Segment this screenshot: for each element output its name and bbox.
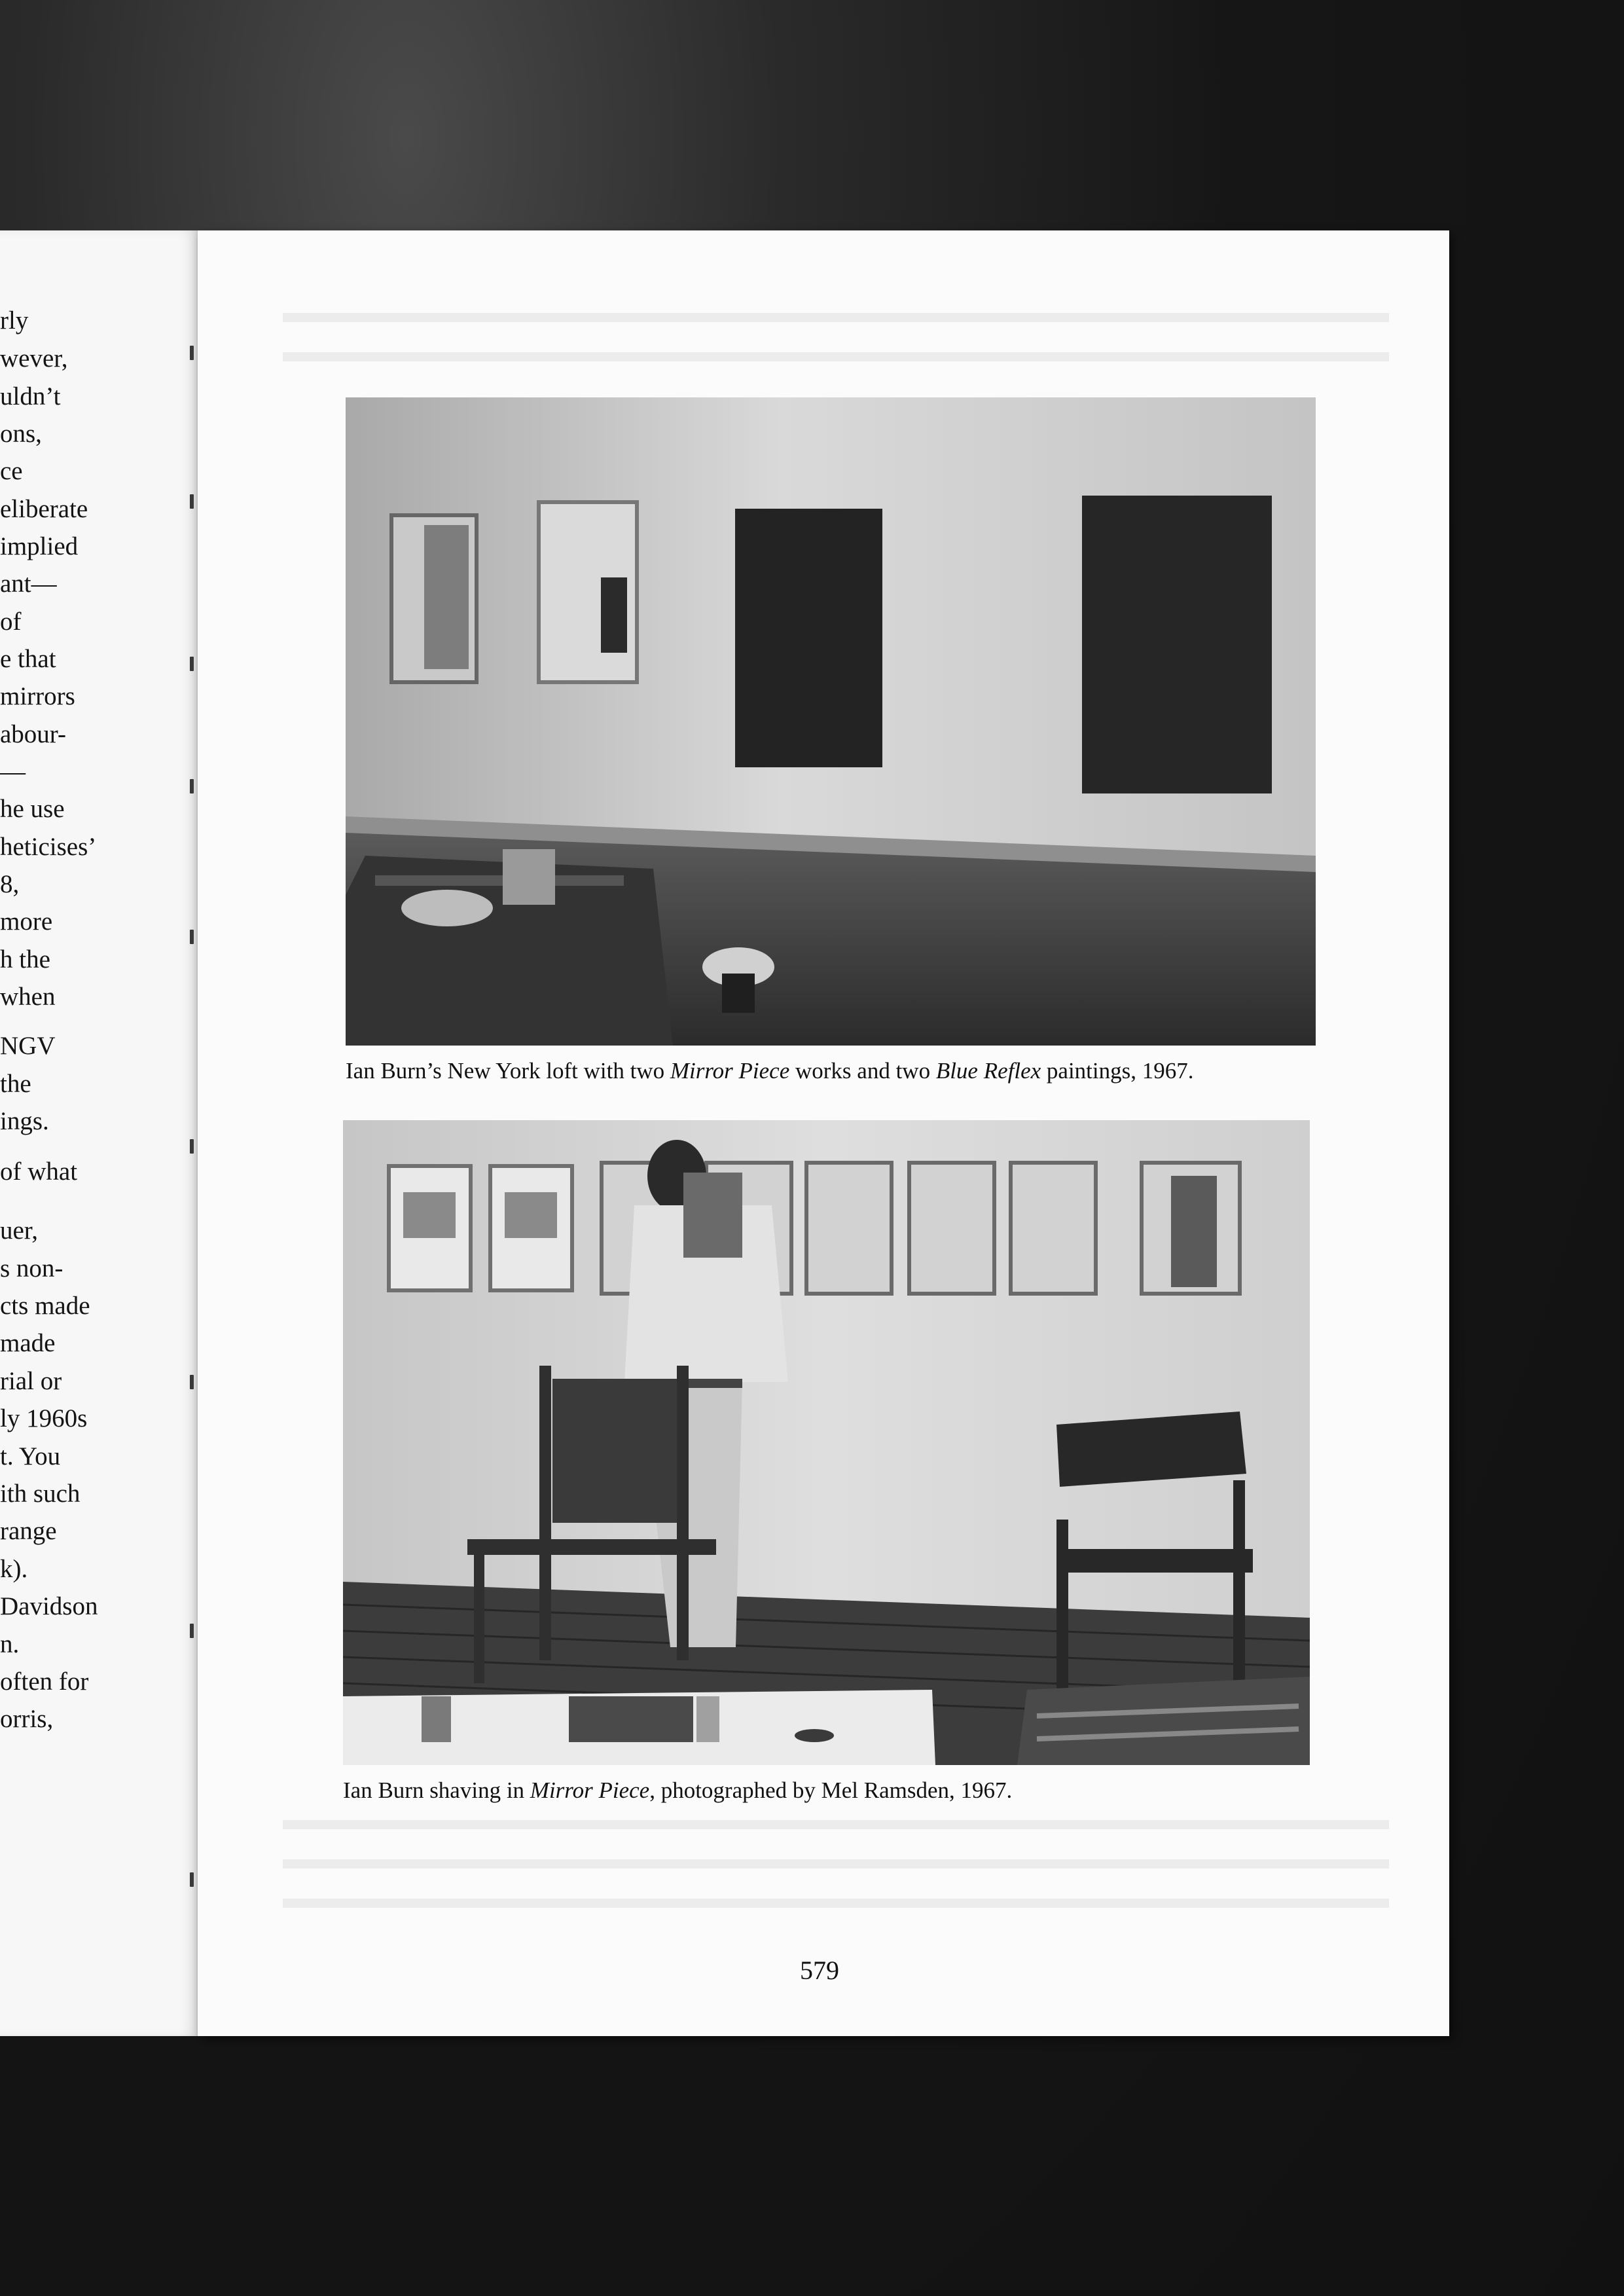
left-page-line: — bbox=[0, 757, 26, 786]
left-page-line: orris, bbox=[0, 1705, 54, 1733]
left-page bbox=[0, 230, 198, 2036]
left-page-line: ons, bbox=[0, 420, 42, 448]
left-page-line: of what bbox=[0, 1157, 78, 1186]
top-caption-part: Ian Burn’s New York loft with two bbox=[346, 1058, 670, 1084]
left-page-line: h the bbox=[0, 945, 50, 974]
left-page-line: of bbox=[0, 608, 22, 636]
left-page-line: ith such bbox=[0, 1480, 81, 1508]
gutter-tick bbox=[190, 1872, 194, 1887]
gutter-tick bbox=[190, 657, 194, 671]
gutter-tick bbox=[190, 1139, 194, 1154]
bottom-caption-title: Mirror Piece bbox=[530, 1777, 650, 1803]
left-page-line: often for bbox=[0, 1667, 89, 1696]
left-page-line: ce bbox=[0, 457, 23, 485]
left-page-line: k). bbox=[0, 1555, 28, 1583]
left-page-line: the bbox=[0, 1070, 31, 1098]
left-page-line: heticises’ bbox=[0, 833, 97, 861]
bottom-caption-part: , photographed by Mel Ramsden, 1967. bbox=[649, 1777, 1013, 1803]
left-page-line: range bbox=[0, 1517, 57, 1545]
left-page-line: rly bbox=[0, 306, 29, 335]
left-page-line: implied bbox=[0, 532, 79, 560]
left-page-line: NGV bbox=[0, 1032, 56, 1060]
top-caption bbox=[346, 1059, 1193, 1082]
left-page-line: Davidson bbox=[0, 1592, 98, 1620]
left-page-line: cts made bbox=[0, 1292, 90, 1320]
gutter-tick bbox=[190, 1624, 194, 1638]
left-page-line: more bbox=[0, 907, 53, 936]
left-page-line: eliberate bbox=[0, 495, 88, 523]
page-number: 579 bbox=[800, 1956, 839, 1985]
left-page-line: mirrors bbox=[0, 682, 75, 710]
bottom-caption-part: Ian Burn shaving in bbox=[343, 1777, 530, 1803]
shaving-photo-image bbox=[343, 1120, 1310, 1765]
gutter-tick bbox=[190, 779, 194, 793]
left-page-line: ings. bbox=[0, 1107, 49, 1135]
left-page-line: wever, bbox=[0, 344, 68, 373]
left-page-line: 8, bbox=[0, 870, 20, 898]
top-caption-title-1: Mirror Piece bbox=[670, 1058, 790, 1084]
top-caption-part: works and two bbox=[789, 1058, 936, 1084]
left-page-line: ant— bbox=[0, 570, 57, 598]
left-page-line: e that bbox=[0, 645, 56, 673]
left-page-line: n. bbox=[0, 1630, 20, 1658]
left-page-line: ly 1960s bbox=[0, 1404, 88, 1432]
bottom-caption bbox=[343, 1779, 1012, 1802]
left-page-line: uldn’t bbox=[0, 382, 61, 410]
left-page-line: he use bbox=[0, 795, 65, 823]
left-page-line: abour- bbox=[0, 720, 67, 748]
left-page-line: uer, bbox=[0, 1216, 38, 1245]
left-page-line: made bbox=[0, 1329, 56, 1357]
gutter-tick bbox=[190, 930, 194, 944]
left-page-line: rial or bbox=[0, 1367, 62, 1395]
bleed-stroke bbox=[283, 352, 1389, 361]
gutter-tick bbox=[190, 346, 194, 360]
bleed-stroke bbox=[283, 1859, 1389, 1868]
gutter-tick bbox=[190, 1375, 194, 1389]
top-caption-title-2: Blue Reflex bbox=[935, 1058, 1041, 1084]
left-page-line: s non- bbox=[0, 1254, 63, 1283]
top-caption-part: paintings, 1967. bbox=[1041, 1058, 1194, 1084]
left-page-line: t. You bbox=[0, 1442, 61, 1470]
loft-photo-image bbox=[346, 397, 1316, 1046]
left-page-line: when bbox=[0, 983, 56, 1011]
shaving-photo bbox=[343, 1120, 1310, 1765]
loft-photo bbox=[346, 397, 1316, 1046]
bleed-stroke bbox=[283, 1899, 1389, 1908]
bleed-stroke bbox=[283, 1820, 1389, 1829]
bleed-stroke bbox=[283, 313, 1389, 322]
gutter-tick bbox=[190, 494, 194, 509]
